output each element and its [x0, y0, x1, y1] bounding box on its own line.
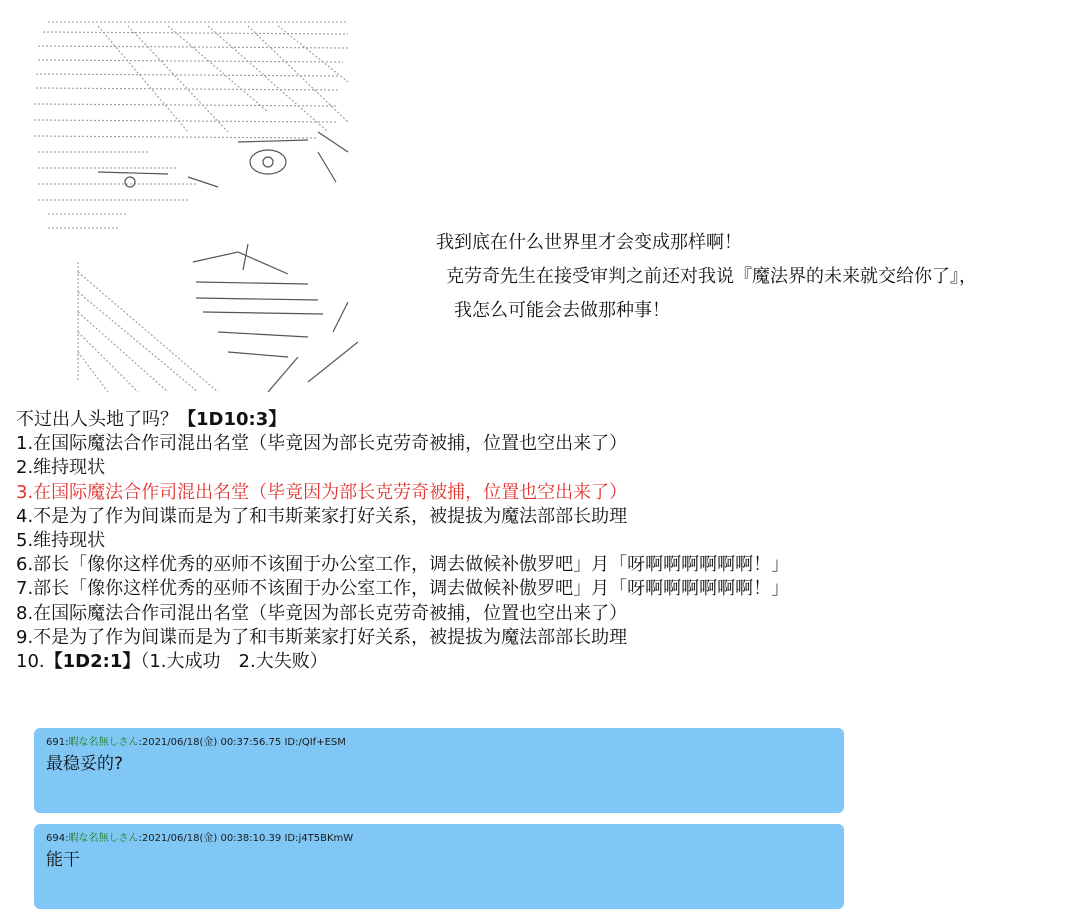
- poll-option-4: 4.不是为了作为间谍而是为了和韦斯莱家打好关系，被提拔为魔法部部长助理: [16, 505, 628, 527]
- speech-text: [436, 226, 977, 328]
- post-author: 暇な名無しさん: [68, 833, 139, 844]
- post-body: 最稳妥的?: [46, 754, 124, 774]
- poll-option-7: 7.部长「像你这样优秀的巫师不该囿于办公室工作，调去做候补傲罗吧」月「呀啊啊啊啊啊啊！」: [16, 578, 790, 600]
- post-number[interactable]: 691: [46, 737, 66, 748]
- speech-line: 我怎么可能会去做那种事！: [454, 300, 670, 321]
- poll-option-1: 1.在国际魔法合作司混出名堂（毕竟因为部长克劳奇被捕，位置也空出来了）: [16, 433, 628, 455]
- poll-title: 不过出人头地了吗？: [16, 409, 178, 430]
- poll-header: [16, 408, 789, 432]
- post-meta: 691:暇な名無しさん:2021/06/18(金) 00:37:56.75 ID:/QIf+ESM: [46, 737, 346, 748]
- post-id[interactable]: ID:/QIf+ESM: [284, 737, 346, 748]
- forum-post: [34, 824, 844, 909]
- poll-option-3-selected: 3.在国际魔法合作司混出名堂（毕竟因为部长克劳奇被捕，位置也空出来了）: [16, 481, 628, 503]
- poll-option-9: 9.不是为了作为间谍而是为了和韦斯莱家打好关系，被提拔为魔法部部长助理: [16, 626, 628, 648]
- poll-option-10: [16, 650, 789, 674]
- post-datetime: 2021/06/18(金) 00:38:10.39: [141, 833, 282, 844]
- post-author: 暇な名無しさん: [68, 737, 139, 748]
- poll-option-10-roll: 【1D2:1】: [44, 651, 141, 673]
- speech-line: 克劳奇先生在接受审判之前还对我说『魔法界的未来就交给你了』，: [446, 266, 977, 287]
- post-number[interactable]: 694: [46, 833, 66, 844]
- ascii-art-character: [18, 12, 358, 392]
- post-datetime: 2021/06/18(金) 00:37:56.75: [141, 737, 282, 748]
- poll-option-6: 6.部长「像你这样优秀的巫师不该囿于办公室工作，调去做候补傲罗吧」月「呀啊啊啊啊啊啊！」: [16, 554, 790, 576]
- poll-option-8: 8.在国际魔法合作司混出名堂（毕竟因为部长克劳奇被捕，位置也空出来了）: [16, 602, 628, 624]
- poll-block: [16, 408, 789, 674]
- poll-option-2: 2.维持现状: [16, 457, 106, 479]
- post-meta: 694:暇な名無しさん:2021/06/18(金) 00:38:10.39 ID:j4T5BKmW: [46, 833, 354, 844]
- post-body: 能干: [46, 850, 80, 870]
- poll-option-10-rest: （1.大成功 2.大失败）: [140, 651, 328, 673]
- poll-roll: 【1D10:3】: [178, 409, 287, 430]
- poll-option-5: 5.维持现状: [16, 530, 106, 552]
- forum-post: [34, 728, 844, 813]
- post-id[interactable]: ID:j4T5BKmW: [284, 833, 354, 844]
- poll-option-10-prefix: 10.: [16, 651, 45, 673]
- speech-line: 我到底在什么世界里才会变成那样啊！: [436, 232, 742, 253]
